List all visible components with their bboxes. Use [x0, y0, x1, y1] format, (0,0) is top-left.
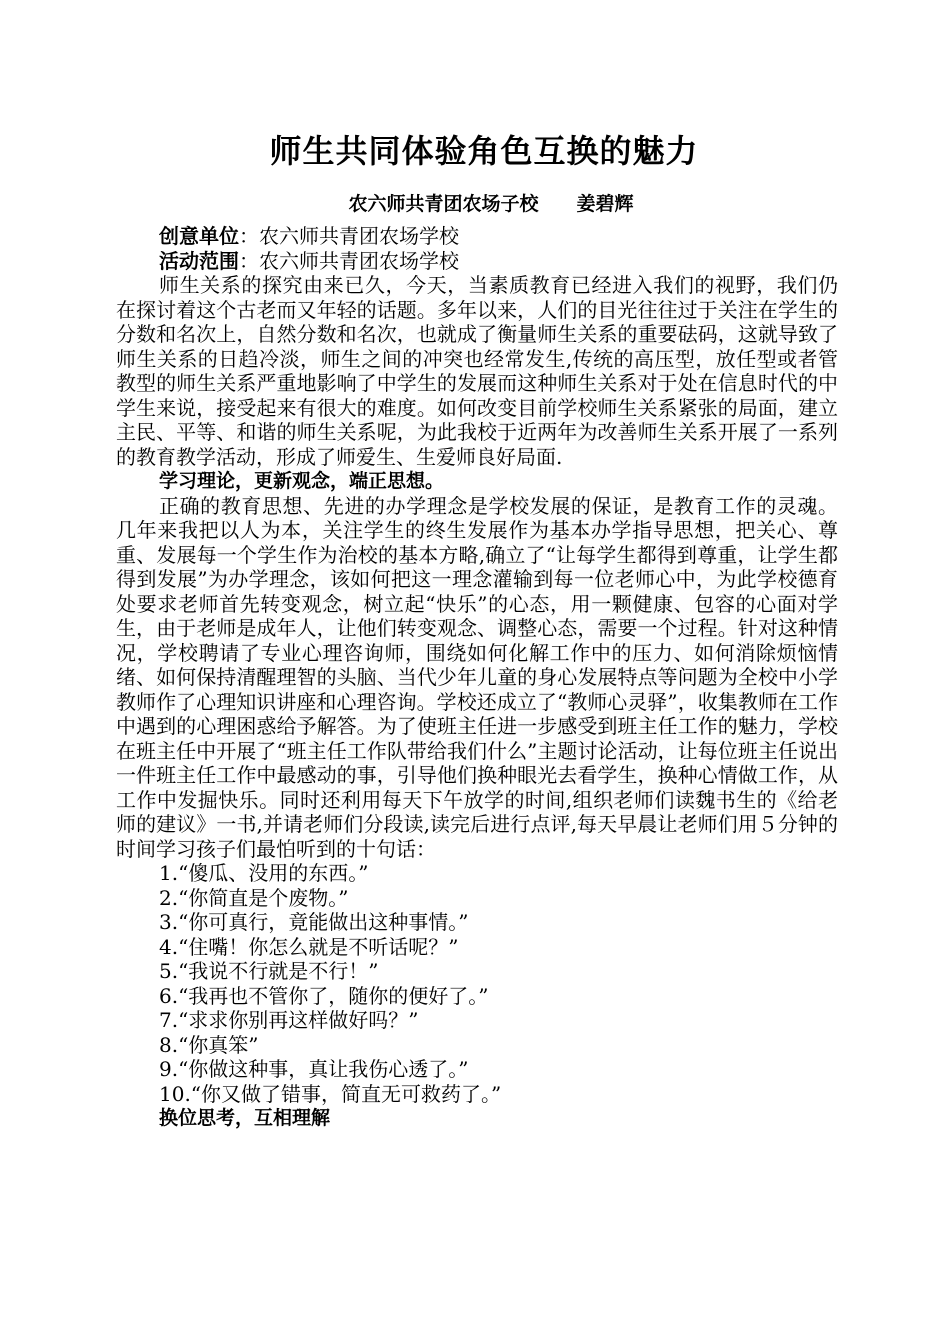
byline	[116, 192, 838, 216]
section-heading-1: 学习理论，更新观念，端正思想。	[159, 470, 445, 492]
list-item: 2.“你简直是个废物。”	[159, 885, 349, 910]
list-item: 3.“你可真行，竟能做出这种事情。”	[159, 910, 469, 934]
intro-paragraph: 师生关系的探究由来已久，今天，当素质教育已经进入我们的视野，我们仍在探讨着这个古老而又年轻的话题。多年以来，人们的目光往往过于关注在学生的分数和名次上，自然分数和名次，也就成了衡量师生关系的重要砝码，这就导致了师生关系的日趋冷淡，师生之间的冲突也经常发生,传统的高压型，放任型或者管教型的师生关系严重地影响了中学生的发展而这种师生关系对于处在信息时代的中学生来说，接受起来有很大的难度。如何改变目前学校师生关系紧张的局面，建立主民、平等、和谐的师生关系呢，为此我校于近两年为改善师生关系开展了一系列的教育教学活动，形成了师爱生、生爱师良好局面.	[116, 273, 838, 469]
section-paragraph-1: 正确的教育思想、先进的办学理念是学校发展的保证，是教育工作的灵魂。几年来我把以人为本，关注学生的终生发展作为基本办学指导思想，把关心、尊重、发展每一个学生作为治校的基本方略,确立了“让每学生都得到尊重，让学生都得到发展”为办学理念，该如何把这一理念灌输到每一位老师心中，为此学校德育处要求老师首先转变观念，树立起“快乐”的心态，用一颗健康、包容的心面对学生，由于老师是成年人，让他们转变观念、调整心态，需要一个过程。针对这种情况，学校聘请了专业心理咨询师，围绕如何化解工作中的压力、如何消除烦恼情绪、如何保持清醒理智的头脑、当代少年儿童的身心发展特点等问题为全校中小学教师作了心理知识讲座和心理咨询。学校还成立了“教师心灵驿”，收集教师在工作中遇到的心理困惑给予解答。为了使班主任进一步感受到班主任工作的魅力，学校在班主任中开展了“班主任工作队带给我们什么”主题讨论活动，让每位班主任说出一件班主任工作中最感动的事，引导他们换种眼光去看学生，换种心情做工作，从工作中发掘快乐。同时还利用每天下午放学的时间,组织老师们读魏书生的《给老师的建议》一书,并请老师们分段读,读完后进行点评,每天早晨让老师们用５分钟的时间学习孩子们最怕听到的十句话：	[116, 493, 838, 861]
list-item: 7.“求求你别再这样做好吗？”	[159, 1008, 419, 1032]
byline-author: 姜碧辉	[576, 193, 634, 215]
list-item: 9.“你做这种事，真让我伤心透了。”	[159, 1057, 469, 1081]
meta-line-scope	[116, 249, 838, 274]
phrase-list	[116, 861, 838, 1106]
document-page	[116, 128, 838, 1131]
meta-key: 活动范围	[159, 248, 239, 273]
list-item: 6.“我再也不管你了，随你的便好了。”	[159, 983, 489, 1008]
list-item: 5.“我说不行就是不行！”	[159, 959, 379, 983]
list-item: 8.“你真笨”	[159, 1032, 259, 1057]
list-item: 1.“傻瓜、没用的东西。”	[159, 861, 369, 885]
meta-value: 农六师共青团农场学校	[259, 224, 459, 248]
list-item: 10.“你又做了错事，简直无可救药了。”	[159, 1081, 502, 1106]
meta-sep: ：	[239, 248, 259, 273]
meta-line-unit	[116, 224, 838, 249]
document-title: 师生共同体验角色互换的魅力	[269, 132, 699, 170]
meta-value: 农六师共青团农场学校	[259, 248, 459, 273]
meta-key: 创意单位	[159, 224, 239, 248]
list-item: 4.“住嘴！你怎么就是不听话呢？”	[159, 934, 459, 959]
section-heading-2: 换位思考，互相理解	[159, 1107, 331, 1129]
document-body	[116, 224, 838, 1131]
byline-school: 农六师共青团农场子校	[348, 193, 539, 215]
meta-sep: ：	[239, 224, 259, 248]
